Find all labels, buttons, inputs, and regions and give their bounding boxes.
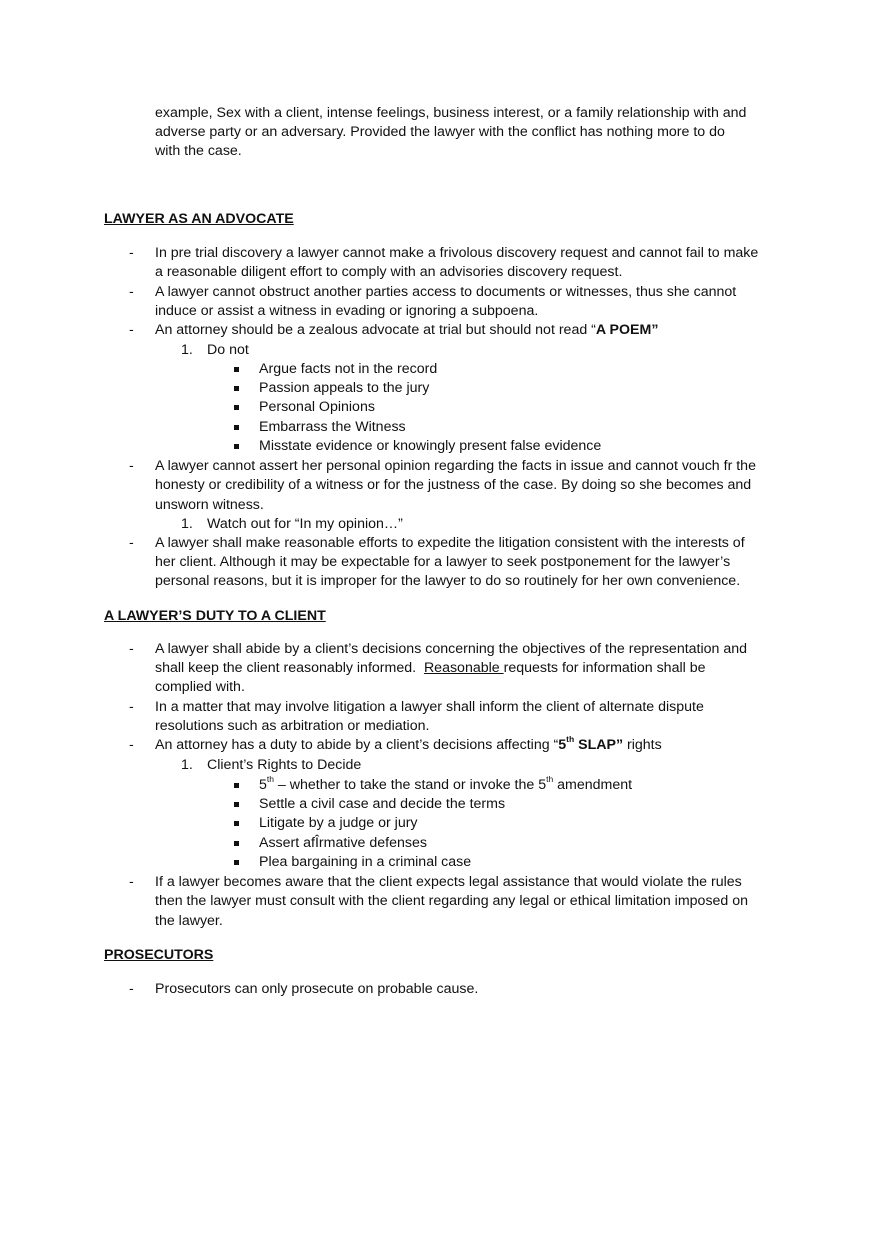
square-bullet-icon xyxy=(234,425,239,430)
intro-line: with the case. xyxy=(155,143,242,159)
bullet-text: honesty or credibility of a witness or for the justness of the case. By doing so she becomes and xyxy=(155,477,752,493)
list-item: Passion appeals to the jury xyxy=(259,380,430,396)
bullet-dash: - xyxy=(129,981,134,997)
list-item: Settle a civil case and decide the terms xyxy=(259,796,506,812)
square-bullet-icon xyxy=(234,860,239,865)
bullet-text: her client. Although it may be expectable for a lawyer to seek postponement for the lawyer’s xyxy=(155,554,731,570)
bullet-text: In a matter that may involve litigation a lawyer shall inform the client of alternate dispute xyxy=(155,699,704,715)
bullet-dash: - xyxy=(129,699,134,715)
numbered-item: Client’s Rights to Decide xyxy=(207,757,362,773)
square-bullet-icon xyxy=(234,367,239,372)
bullet-text: A lawyer cannot assert her personal opinion regarding the facts in issue and cannot vouch fr the xyxy=(155,458,756,474)
bullet-text xyxy=(155,659,706,678)
bullet-text: Prosecutors can only prosecute on probable cause. xyxy=(155,981,479,997)
bullet-text xyxy=(155,736,662,755)
numbered-item: Watch out for “In my opinion…” xyxy=(207,516,403,532)
square-bullet-icon xyxy=(234,821,239,826)
a-poem-mnemonic: A POEM” xyxy=(595,322,659,338)
superscript: th xyxy=(266,774,274,784)
bullet-text-normal: An attorney has a duty to abide by a client’s decisions affecting “ xyxy=(155,737,559,753)
square-bullet-icon xyxy=(234,783,239,788)
bullet-dash: - xyxy=(129,874,134,890)
bullet-text: unsworn witness. xyxy=(155,497,264,513)
bullet-text-normal: rights xyxy=(623,737,662,753)
bullet-text-normal: requests for information shall be xyxy=(503,660,706,676)
bullet-text: A lawyer cannot obstruct another parties access to documents or witnesses, thus she cannot xyxy=(155,284,737,300)
bullet-text: complied with. xyxy=(155,679,245,695)
bullet-text: A lawyer shall make reasonable efforts to expedite the litigation consistent with the interests of xyxy=(155,535,745,551)
square-bullet-icon xyxy=(234,386,239,391)
list-item-text: 5 xyxy=(259,777,267,793)
numbered-item: Do not xyxy=(207,342,249,358)
bullet-text-normal: shall keep the client reasonably informed. xyxy=(155,660,424,676)
bullet-dash: - xyxy=(129,737,134,753)
list-item: Embarrass the Witness xyxy=(259,419,406,435)
bullet-dash: - xyxy=(129,641,134,657)
slap-number: 5 xyxy=(558,737,567,753)
bullet-dash: - xyxy=(129,458,134,474)
bullet-dash: - xyxy=(129,322,134,338)
list-item: Personal Opinions xyxy=(259,399,375,415)
list-item-text: – whether to take the stand or invoke the 5 xyxy=(273,777,547,793)
list-item-text: amendment xyxy=(553,777,633,793)
bullet-text: In pre trial discovery a lawyer cannot make a frivolous discovery request and cannot fail to make xyxy=(155,245,759,261)
intro-line: adverse party or an adversary. Provided the lawyer with the conflict has nothing more to do xyxy=(155,124,725,140)
list-item xyxy=(259,776,632,795)
underlined-word: Reasonable xyxy=(423,660,504,676)
bullet-text: personal reasons, but it is improper for the lawyer to do so routinely for her own convenience. xyxy=(155,573,741,589)
bullet-text: A lawyer shall abide by a client’s decisions concerning the objectives of the representation and xyxy=(155,641,748,657)
superscript: th xyxy=(546,774,554,784)
intro-line: example, Sex with a client, intense feelings, business interest, or a family relationship with and xyxy=(155,105,747,121)
bullet-dash: - xyxy=(129,535,134,551)
section-heading-duty: A LAWYER’S DUTY TO A CLIENT xyxy=(104,608,326,624)
list-item: Argue facts not in the record xyxy=(259,361,438,377)
bullet-text: the lawyer. xyxy=(155,913,223,929)
square-bullet-icon xyxy=(234,405,239,410)
section-heading-prosecutors: PROSECUTORS xyxy=(104,947,214,963)
numbered-marker: 1. xyxy=(181,342,193,358)
slap-mnemonic: SLAP” xyxy=(574,737,624,753)
bullet-dash: - xyxy=(129,245,134,261)
numbered-marker: 1. xyxy=(181,757,193,773)
list-item: Assert afÎrmative defenses xyxy=(259,835,427,851)
bullet-text: a reasonable diligent effort to comply with an advisories discovery request. xyxy=(155,264,623,280)
section-heading-advocate: LAWYER AS AN ADVOCATE xyxy=(104,211,294,227)
list-item: Plea bargaining in a criminal case xyxy=(259,854,472,870)
bullet-text-normal: An attorney should be a zealous advocate at trial but should not read “ xyxy=(155,322,596,338)
superscript: th xyxy=(566,734,575,744)
square-bullet-icon xyxy=(234,444,239,449)
bullet-text: then the lawyer must consult with the client regarding any legal or ethical limitation imposed on xyxy=(155,893,749,909)
bullet-dash: - xyxy=(129,284,134,300)
list-item: Misstate evidence or knowingly present false evidence xyxy=(259,438,602,454)
numbered-marker: 1. xyxy=(181,516,193,532)
square-bullet-icon xyxy=(234,841,239,846)
bullet-text: induce or assist a witness in evading or ignoring a subpoena. xyxy=(155,303,539,319)
bullet-text xyxy=(155,321,658,340)
list-item: Litigate by a judge or jury xyxy=(259,815,418,831)
bullet-text: resolutions such as arbitration or mediation. xyxy=(155,718,430,734)
bullet-text: If a lawyer becomes aware that the client expects legal assistance that would violate the rules xyxy=(155,874,742,890)
square-bullet-icon xyxy=(234,802,239,807)
